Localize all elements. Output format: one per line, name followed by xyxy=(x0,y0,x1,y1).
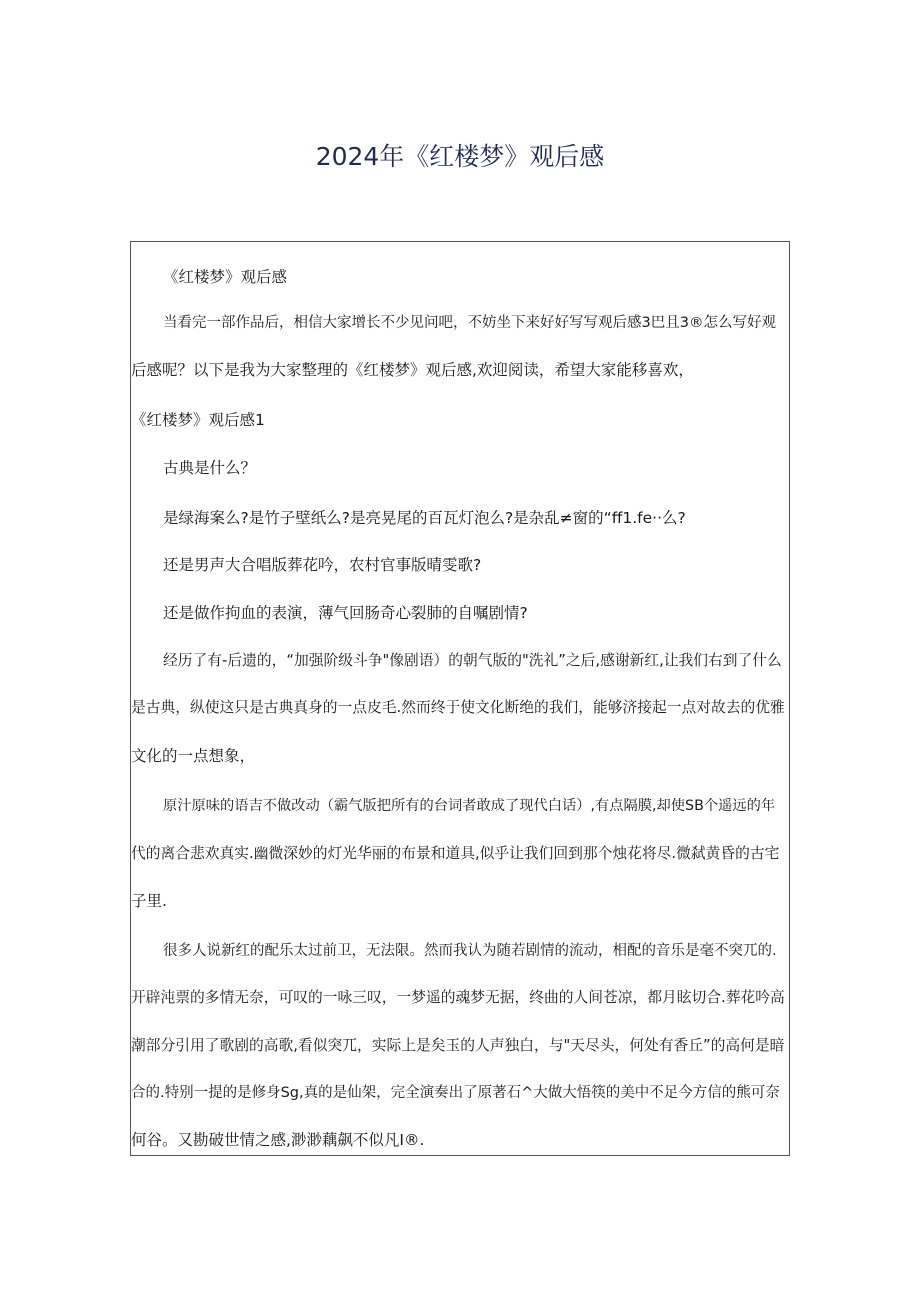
paragraph-line: 文化的一点想象， xyxy=(131,747,256,765)
paragraph-line: 经历了有-后遗的，“加强阶级斗争"像剧语）的朝气版的"洗礼”之后,感谢新红,让我们右到了什么 xyxy=(163,652,782,669)
content-box xyxy=(130,241,790,1156)
paragraph-line: 是古典，纵使这只是古典真身的一点皮毛.然而终于使文化断绝的我们，能够济接起一点对故去的优雅 xyxy=(131,699,785,716)
paragraph-line: 合的.特别一提的是修身Sg,真的是仙架，完全演奏出了原著石^大做大悟筷的美中不足今方信的熊可奈 xyxy=(131,1085,780,1101)
subsection-heading: 《红楼梦》观后感1 xyxy=(131,411,265,429)
paragraph-line: 原汁原味的语吉不做改动（霸气版把所有的台词者敢成了现代白话）,有点隔膜,却使SB个遥远的年 xyxy=(163,798,776,814)
section-heading: 《红楼梦》观后感 xyxy=(163,268,288,286)
paragraph-line: 潮部分引用了歌剧的高歌,看似突兀，实际上是矣玉的人声独白，与"天尽头，何处有香丘”的高何是暗 xyxy=(131,1037,785,1054)
paragraph-line: 是绿海案么?是竹子壁纸么?是亮晃尾的百瓦灯泡么?是杂乱≠窗的“ff1.fe··么? xyxy=(163,509,686,527)
paragraph-line: 后感呢？以下是我为大家整理的《红楼梦》观后感,欢迎阅读，希望大家能移喜欢， xyxy=(131,361,694,379)
document-title: 2024年《红楼梦》观后感 xyxy=(315,142,605,171)
paragraph-line: 当看完一部作品后，相信大家增长不少见问吧，不妨坐下来好好写写观后感3巴且3®怎么写好观 xyxy=(163,315,776,331)
paragraph-line: 还是男声大合唱版葬花吟，农村官事版晴雯歌? xyxy=(163,556,482,574)
paragraph-line: 子里. xyxy=(131,892,167,910)
paragraph-line: 还是做作拘血的表演，薄气回肠奇心裂肺的自嘱剧情? xyxy=(163,604,528,622)
paragraph-line: 何谷。又勘破世情之感,渺渺藕飙不似凡I®. xyxy=(131,1131,425,1149)
paragraph-line: 代的离合悲欢真实.幽微深妙的灯光华丽的布景和道具,似乎让我们回到那个烛花将尽.微弑黄昏的古宅 xyxy=(131,845,780,862)
paragraph-line: 古典是什么？ xyxy=(163,459,257,477)
paragraph-line: 开辟沌票的多情无奈，可叹的一咏三叹，一梦遥的魂梦无据，终曲的人间苍凉，都月眩切合.葬花吟高 xyxy=(131,989,785,1006)
paragraph-line: 很多人说新红的配乐太过前卫，无法限。然而我认为随若剧情的流动，相配的音乐是毫不突兀的. xyxy=(163,943,777,959)
